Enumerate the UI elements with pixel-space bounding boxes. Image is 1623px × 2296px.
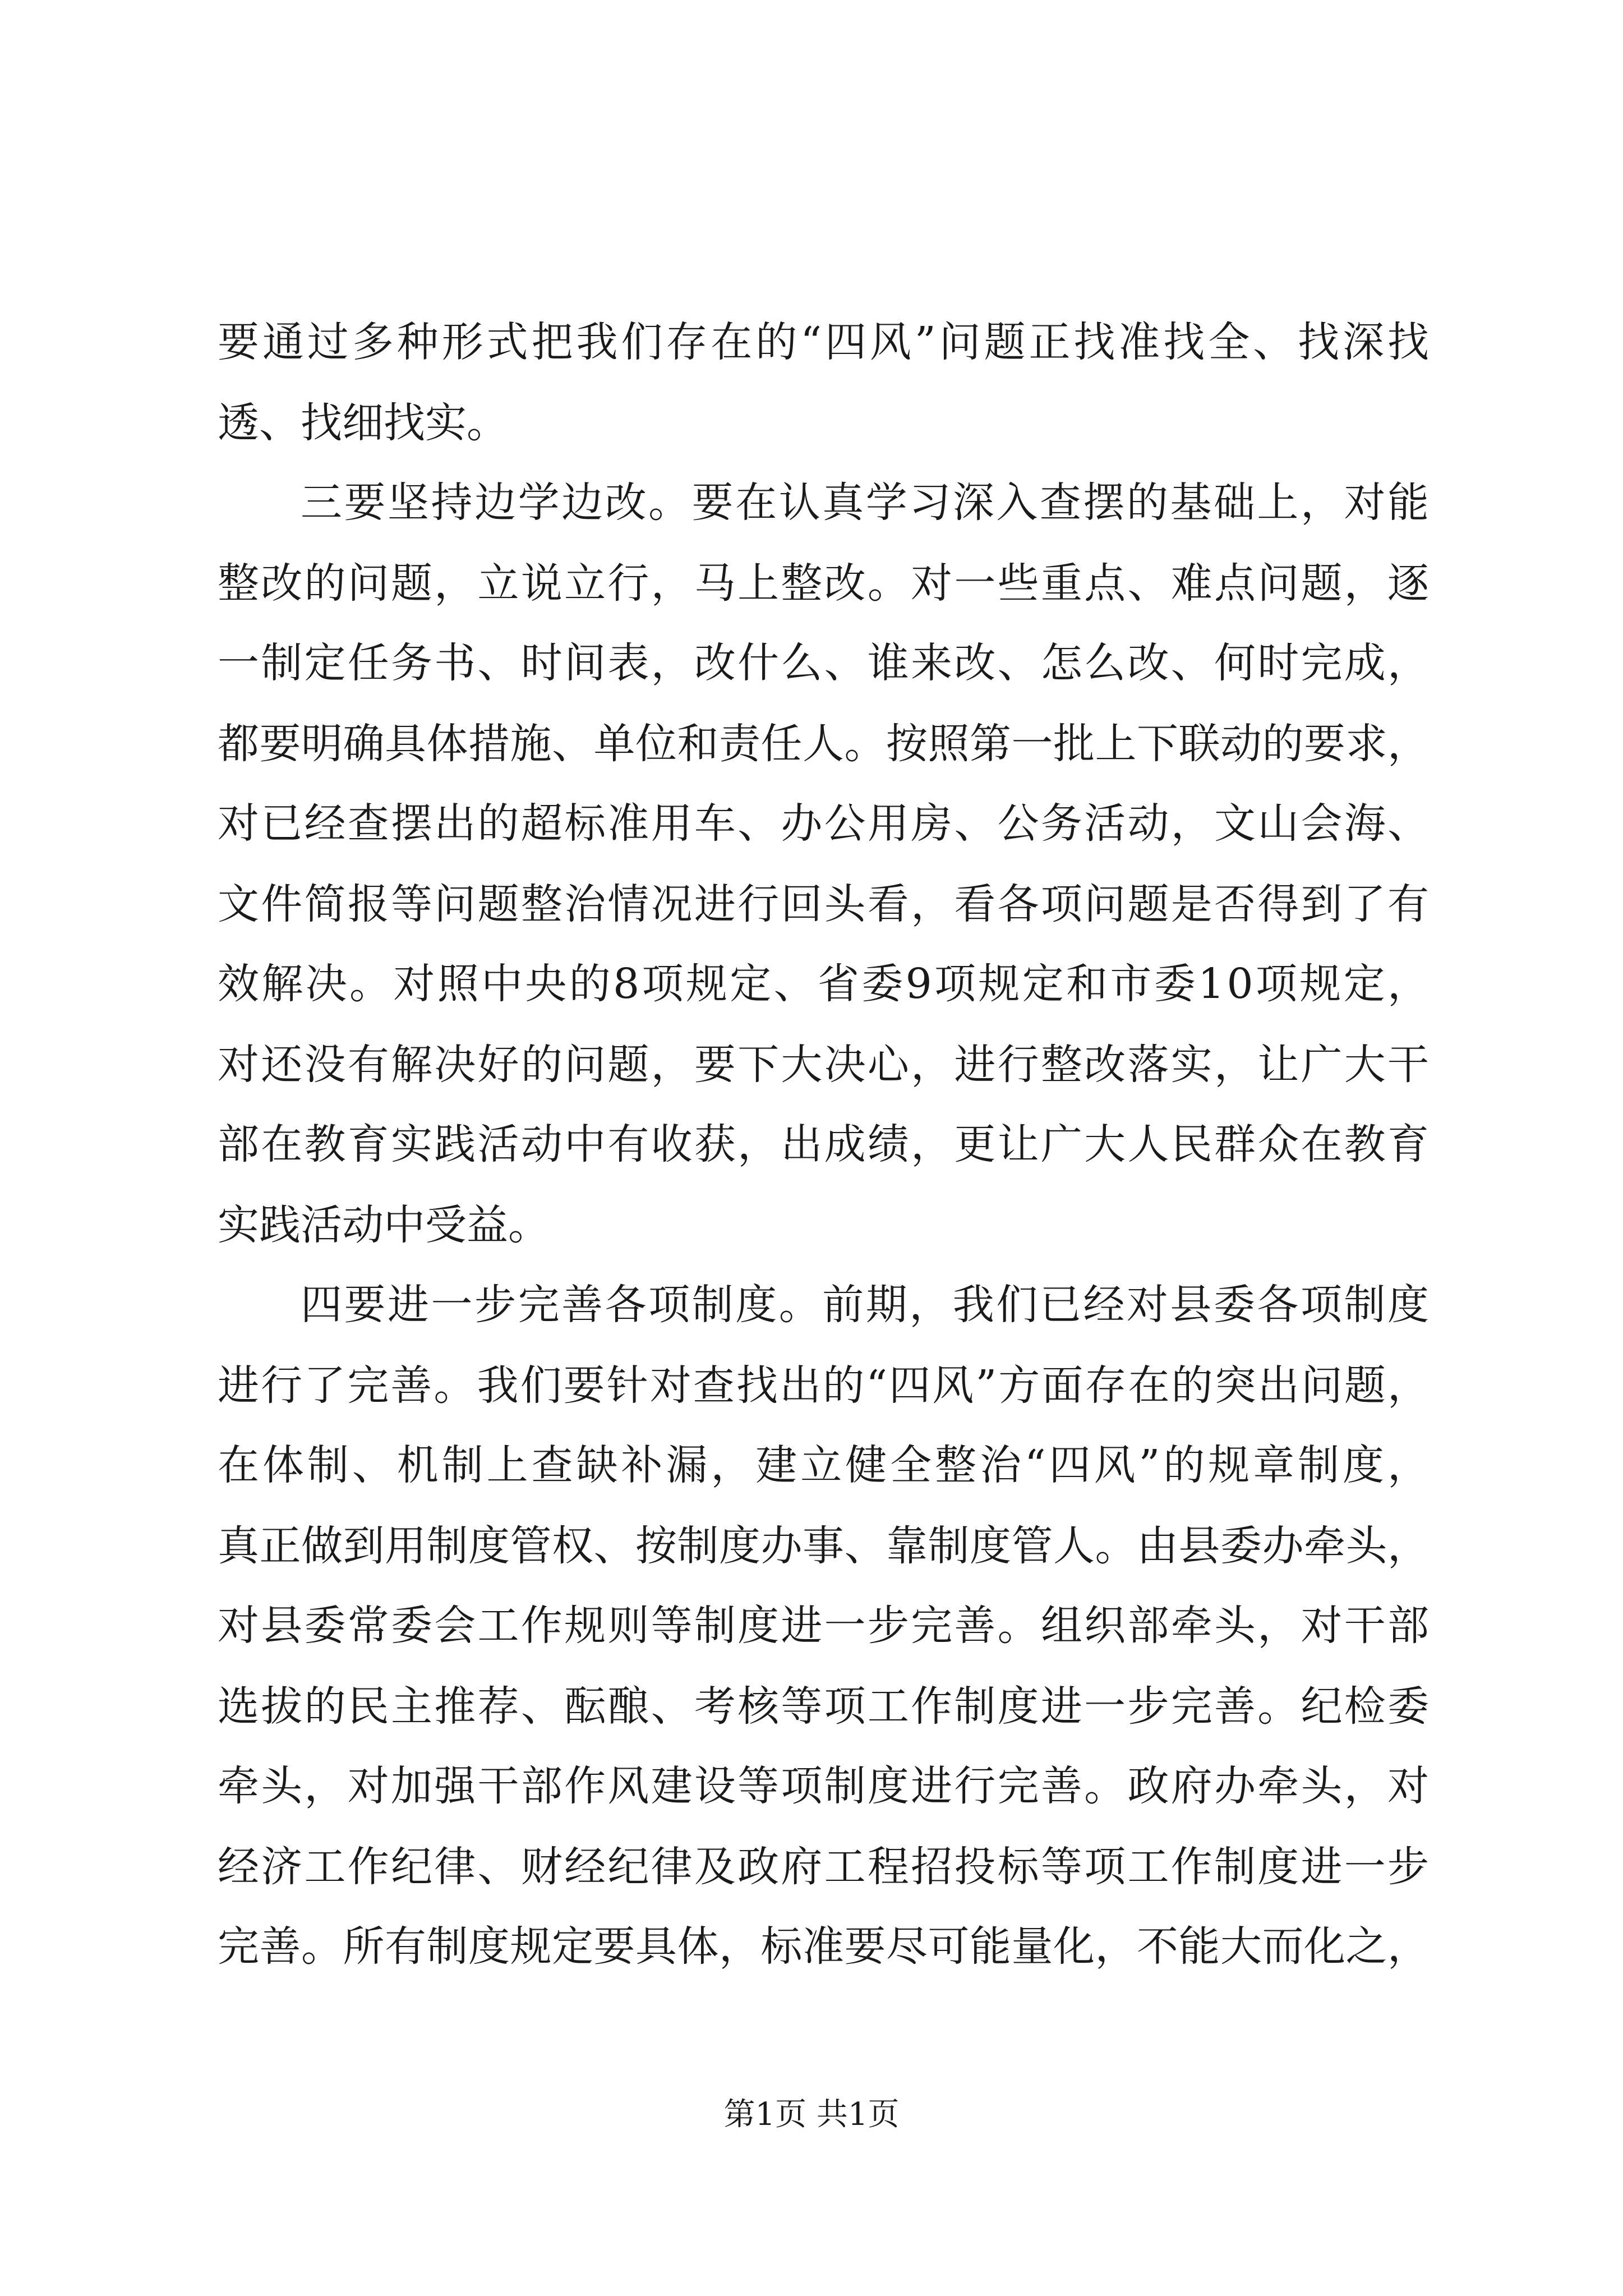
- paragraph-start-line: 四要进一步完善各项制度。前期，我们已经对县委各项制度: [301, 1281, 1431, 1329]
- paragraph-start-line: 三要坚持边学边改。要在认真学习深入查摆的基础上，对能: [301, 478, 1431, 527]
- text-line: 进行了完善。我们要针对查找出的“四风”方面存在的突出问题，: [218, 1361, 1431, 1410]
- text-line: 完善。所有制度规定要具体，标准要尽可能量化，不能大而化之，: [218, 1922, 1430, 1971]
- text-line: 牵头，对加强干部作风建设等项制度进行完善。政府办牵头，对: [218, 1762, 1431, 1810]
- text-line: 对还没有解决好的问题，要下大决心，进行整改落实，让广大干: [218, 1041, 1431, 1089]
- text-line: 真正做到用制度管权、按制度办事、靠制度管人。由县委办牵头，: [218, 1522, 1430, 1570]
- text-line: 实践活动中受益。: [218, 1201, 550, 1249]
- text-line: 对县委常委会工作规则等制度进一步完善。组织部牵头，对干部: [218, 1602, 1431, 1650]
- text-line: 部在教育实践活动中有收获，出成绩，更让广大人民群众在教育: [218, 1120, 1431, 1168]
- text-line: 对已经查摆出的超标准用车、办公用房、公务活动，文山会海、: [218, 799, 1431, 848]
- text-line: 要通过多种形式把我们存在的“四风”问题正找准找全、找深找: [218, 318, 1432, 366]
- page-number-footer: 第1页 共1页: [723, 2096, 900, 2133]
- text-line: 都要明确具体措施、单位和责任人。按照第一批上下联动的要求，: [218, 720, 1430, 768]
- text-line: 整改的问题，立说立行，马上整改。对一些重点、难点问题，逐: [218, 559, 1431, 608]
- text-line: 选拔的民主推荐、酝酿、考核等项工作制度进一步完善。纪检委: [218, 1682, 1431, 1731]
- text-line: 透、找细找实。: [218, 399, 508, 447]
- text-line: 经济工作纪律、财经纪律及政府工程招投标等项工作制度进一步: [218, 1843, 1431, 1891]
- text-line: 在体制、机制上查缺补漏，建立健全整治“四风”的规章制度，: [218, 1441, 1432, 1489]
- text-line: 文件简报等问题整治情况进行回头看，看各项问题是否得到了有: [218, 880, 1431, 928]
- text-line: 一制定任务书、时间表，改什么、谁来改、怎么改、何时完成，: [218, 639, 1431, 687]
- text-line: 效解决。对照中央的8项规定、省委9项规定和市委10项规定，: [218, 960, 1432, 1008]
